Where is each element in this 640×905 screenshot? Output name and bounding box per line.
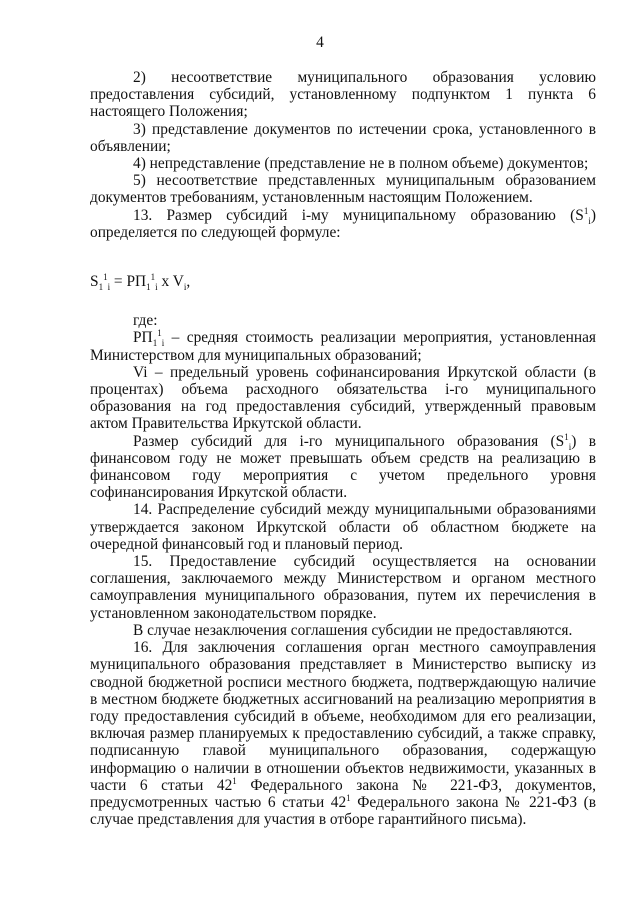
paragraph-16: 16. Для заключения соглашения орган местного самоуправления муниципального образования представляет в Министерство выписку из сводной бюджетной росписи местного бюджета, подтверждающую наличие в местном бюджете бюджетных ассигнований на реализацию мероприятия в году предоставления субсидий в объеме, необходимом для его реализации, включая размер планируемых к предоставлению субсидий, а также справку, подписанную главой муниципального образования, содержащую информацию о наличии в отношении объектов недвижимости, указанных в части 6 статьи $42^1$ Федерального закона № 221-ФЗ, документов, предусмотренных частью 6 статьи $42^1$ Федерального закона № 221-ФЗ (в случае представления для участия в отборе гарантийного письма). xyxy=(90,639,596,829)
subsidy-size-paragraph: Размер субсидий для i-го муниципального образования $(S^1_i)$ в финансовом году не может превышать объем средств на реализацию в финансовом году мероприятия с учетом предельного уровня софинансирования Иркутской области. xyxy=(90,431,597,502)
no-agreement-paragraph: В случае незаключения соглашения субсидии не предоставляются. xyxy=(133,621,573,639)
paragraph-5: 5) несоответствие представленных муниципальным образованием документов требованиям, установленным настоящим Положением. xyxy=(90,172,596,207)
paragraph-14: 14. Распределение субсидий между муниципальными образованиями утверждается законом Иркутской области об областном бюджете на очередной финансовый год и плановый период. xyxy=(90,501,596,553)
paragraph-15: 15. Предоставление субсидий осуществляется на основании соглашения, заключаемого между Министерством и органом местного самоуправления муниципального образования, путем их перечисления в установленном законодательством порядке. xyxy=(90,553,596,622)
where-label: где: xyxy=(133,312,158,330)
paragraph-2: 2) несоответствие муниципального образования условию предоставления субсидий, установленному подпунктом 1 пункта 6 настоящего Положения; xyxy=(90,69,596,121)
document-body xyxy=(90,69,596,828)
paragraph-4: 4) непредставление (представление не в полном объеме) документов; xyxy=(133,155,589,173)
vi-definition: Vi – предельный уровень софинансирования Иркутской области (в процентах) объема расходного обязательства i-го муниципального образования на год предоставления субсидий, утвержденный правовым актом Правительства Иркутской области. xyxy=(90,363,596,433)
page-number: 4 xyxy=(316,34,324,51)
subsidy-formula: $S_1^1_i = РП_1^1_i$ x $V_i$, xyxy=(90,271,191,293)
rp-definition: $РП_1^1_i$ – средняя стоимость реализации мероприятия, установленная Министерством для муниципальных образований; xyxy=(90,328,596,364)
paragraph-3: 3) представление документов по истечении срока, установленного в объявлении; xyxy=(90,120,596,155)
paragraph-13: 13. Размер субсидий i-му муниципальному образованию $(S^1_i)$ определяется по следующей формуле: xyxy=(90,205,596,241)
